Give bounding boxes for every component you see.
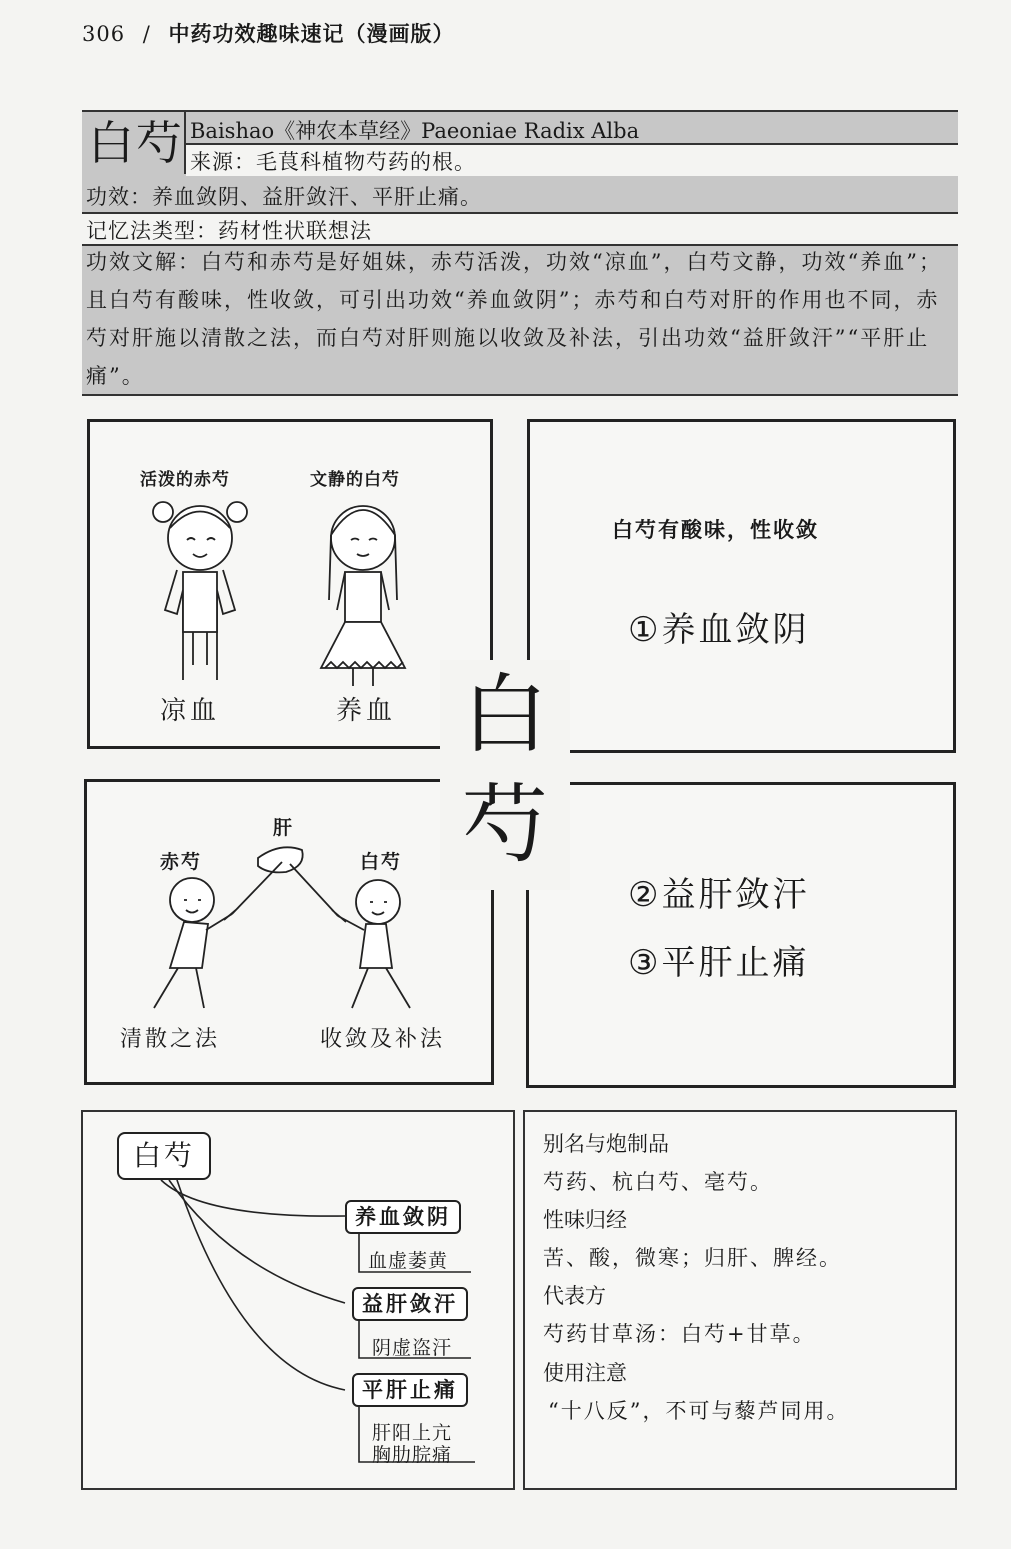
nature-heading: 性味归经 <box>543 1208 627 1232</box>
center-title-shao: 芍 <box>440 770 570 890</box>
book-title: 中药功效趣味速记（漫画版） <box>168 21 455 46</box>
herb-source: 来源：毛茛科植物芍药的根。 <box>190 150 476 174</box>
center-title-bai: 白 <box>440 660 570 770</box>
effect-1-label: ①养血敛阴 <box>628 610 810 650</box>
mindmap-branch-3: 平肝止痛 <box>352 1373 468 1407</box>
liver-label: 肝 <box>273 817 293 839</box>
formula-text: 芍药甘草汤：白芍+甘草。 <box>543 1322 816 1346</box>
mindmap-branch-1: 养血敛阴 <box>345 1200 461 1234</box>
comic-panel-2 <box>527 419 956 753</box>
liver-icon <box>258 847 303 872</box>
herb-name: 白芍 <box>88 116 184 170</box>
herb-pinyin-line: Baishao《神农本草经》Paeoniae Radix Alba <box>190 119 640 143</box>
page-number: 306 <box>82 22 126 46</box>
alias-text: 芍药、杭白芍、亳芍。 <box>543 1170 773 1194</box>
nourish-blood-caption: 养血 <box>336 696 397 726</box>
memory-type: 记忆法类型：药材性状联想法 <box>86 219 372 243</box>
formula-heading: 代表方 <box>543 1284 606 1308</box>
explanation-text: 功效文解：白芍和赤芍是好姐妹，赤芍活泼，功效“凉血”，白芍文静，功效“养血”；且白芍有酸味，性收敛，可引出功效“养血敛阴”；赤芍和白芍对肝的作用也不同，赤芍对肝施以清散之法，而白芍对肝则施以收敛及补法，引出功效“益肝敛汗”“平肝止痛”。 <box>86 250 942 388</box>
nature-text: 苦、酸，微寒；归肝、脾经。 <box>543 1246 842 1270</box>
alias-heading: 别名与炮制品 <box>543 1132 669 1156</box>
mindmap-root: 白芍 <box>117 1132 211 1180</box>
header-separator: / <box>142 22 151 46</box>
mindmap-leaf-1: 血虚萎黄 <box>368 1250 449 1272</box>
quiet-baishao-label: 文静的白芍 <box>310 470 400 490</box>
effect-2-label: ②益肝敛汗 <box>628 875 810 915</box>
caution-heading: 使用注意 <box>543 1361 627 1385</box>
effect-3-label: ③平肝止痛 <box>628 943 810 983</box>
mindmap-leaf-3a: 肝阳上亢 <box>372 1422 453 1444</box>
fencing-illustration <box>140 840 440 1020</box>
baishao-name: 白芍 <box>360 851 403 873</box>
sour-taste-note: 白芍有酸味，性收敛 <box>612 518 819 542</box>
caution-text: “十八反”，不可与藜芦同用。 <box>548 1399 850 1423</box>
girls-illustration <box>135 490 435 690</box>
cool-blood-caption: 凉血 <box>160 696 221 726</box>
page-header <box>82 18 455 48</box>
mindmap-branch-2: 益肝敛汗 <box>352 1287 468 1321</box>
mindmap-leaf-3b: 胸肋脘痛 <box>372 1444 453 1466</box>
mindmap-leaf-2: 阴虚盗汗 <box>372 1337 453 1359</box>
active-chishao-label: 活泼的赤芍 <box>140 470 230 490</box>
herb-effects: 功效：养血敛阴、益肝敛汗、平肝止痛。 <box>86 185 482 209</box>
clear-dispel-caption: 清散之法 <box>120 1027 221 1052</box>
astringe-tonify-caption: 收敛及补法 <box>320 1027 446 1052</box>
chishao-name: 赤芍 <box>160 851 203 873</box>
